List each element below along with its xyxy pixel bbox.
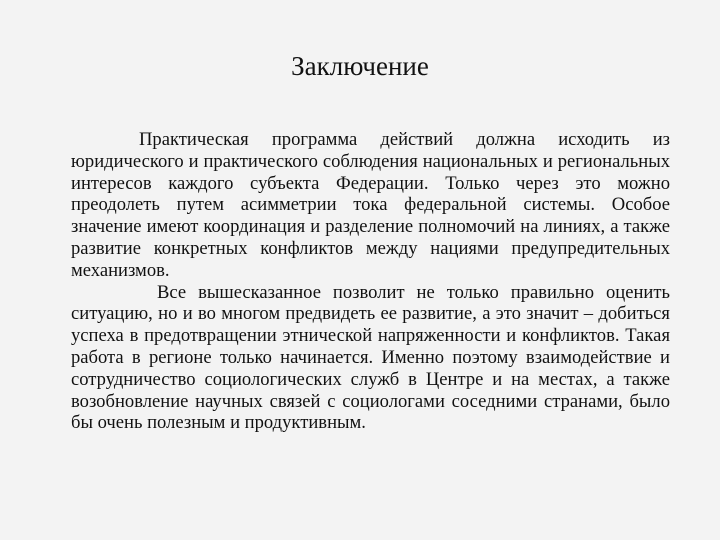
paragraph-1: Практическая программа действий должна исходить из юридического и практического соблюдения национальных и региональных интересов каждого субъекта Федерации. Только через это можно преодолеть путем асимметрии тока федеральной системы. Особое значение имеют координация и разделение полномочий на линиях, а также развитие конкретных конфликтов между нациями предупредительных механизмов. (71, 129, 670, 281)
paragraph-2: Все вышесказанное позволит не только правильно оценить ситуацию, но и во многом предвидеть ее развитие, а это значит – добиться успеха в предотвращении этнической напряженности и конфликтов. Такая работа в регионе только начинается. Именно поэтому взаимодействие и сотрудничество социологических служб в Центре и на местах, а также возобновление научных связей с социологами соседними странами, было бы очень полезным и продуктивным. (71, 281, 670, 434)
slide-title: Заключение (291, 51, 429, 81)
slide-body (71, 129, 670, 434)
